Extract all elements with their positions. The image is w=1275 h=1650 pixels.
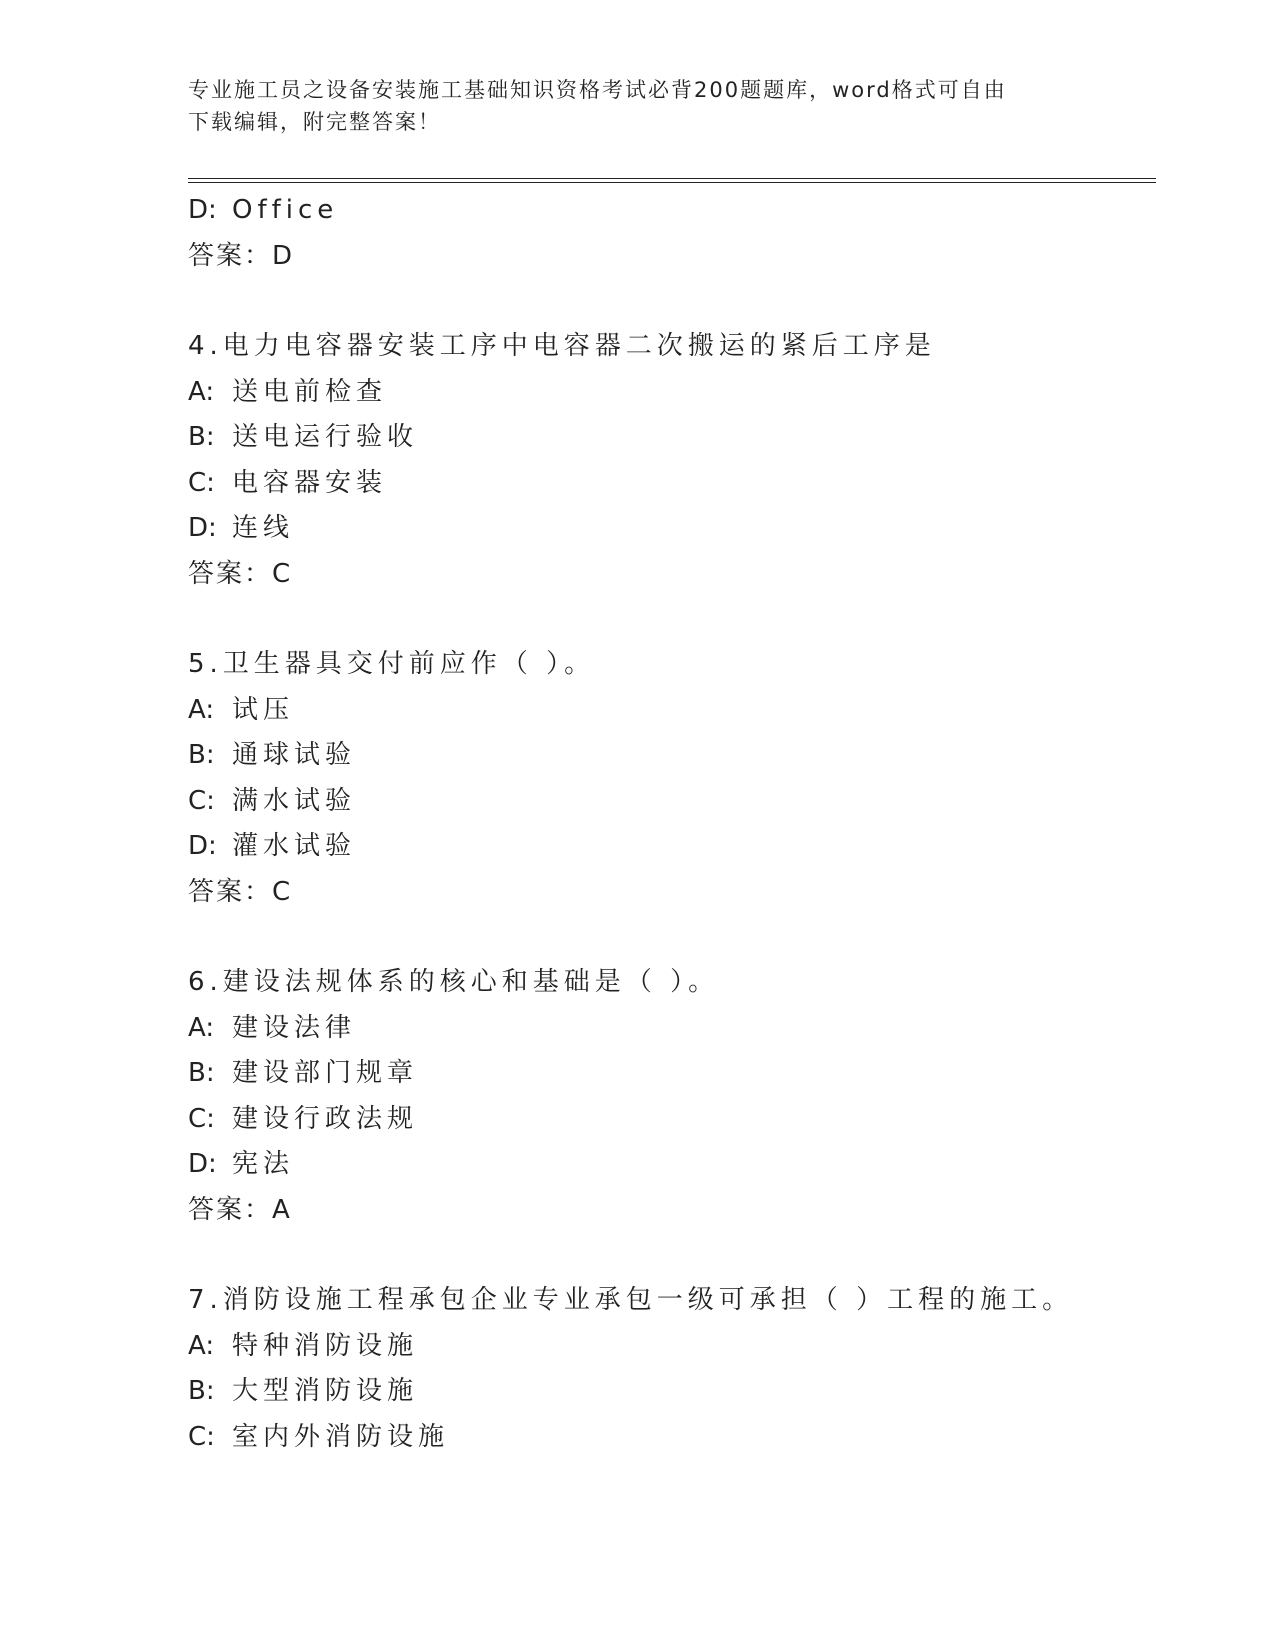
option-letter: A: [188, 376, 215, 407]
option-text: 送电运行验收 [232, 422, 419, 452]
answer-line: 答案：D [188, 240, 295, 271]
option-a [188, 688, 1148, 734]
option-text: 连线 [232, 513, 295, 543]
header-line-2: 下载编辑，附完整答案！ [188, 110, 441, 134]
option-letter: C: [188, 1103, 215, 1134]
spacer [188, 279, 1148, 324]
option-b [188, 1051, 1148, 1097]
option-letter: A: [188, 1012, 215, 1043]
option-b [188, 415, 1148, 461]
question-block [188, 642, 1148, 915]
option-d [188, 506, 1148, 552]
question-stem: 5.卫生器具交付前应作（ ）。 [188, 649, 596, 679]
option-text: 宪法 [232, 1149, 295, 1179]
option-c [188, 1415, 1148, 1461]
option-b [188, 733, 1148, 779]
option-a [188, 1324, 1148, 1370]
option-letter: B: [188, 1376, 215, 1406]
option-letter: B: [188, 740, 215, 770]
header-line-1: 专业施工员之设备安装施工基础知识资格考试必背200题题库，word格式可自由 [188, 78, 1007, 102]
option-text: 大型消防设施 [232, 1376, 419, 1406]
option-letter: D: [188, 1149, 217, 1179]
option-text: 通球试验 [232, 740, 357, 770]
option-letter: B: [188, 422, 215, 452]
option-letter: D: [188, 195, 217, 225]
option-b [188, 1369, 1148, 1415]
option-text: 满水试验 [232, 785, 357, 816]
question-content [188, 188, 1148, 1460]
header-divider-bottom [188, 182, 1156, 183]
option-a [188, 370, 1148, 416]
option-text: 特种消防设施 [232, 1330, 419, 1361]
option-letter: D: [188, 513, 217, 543]
spacer [188, 915, 1148, 960]
option-text: Office [232, 195, 339, 225]
option-text: 灌水试验 [232, 831, 357, 861]
option-c [188, 779, 1148, 825]
option-c [188, 1097, 1148, 1143]
question-stem: 4.电力电容器安装工序中电容器二次搬运的紧后工序是 [188, 331, 936, 361]
option-d [188, 1142, 1148, 1188]
option-a [188, 1006, 1148, 1052]
option-letter: C: [188, 1421, 215, 1452]
option-letter: B: [188, 1058, 215, 1088]
answer-line: 答案：C [188, 558, 293, 589]
answer-line: 答案：C [188, 876, 293, 907]
option-text: 试压 [232, 694, 295, 725]
option-letter: A: [188, 1330, 215, 1361]
question-block [188, 1278, 1148, 1460]
question-block [188, 324, 1148, 597]
answer-line: 答案：A [188, 1194, 292, 1225]
question-block [188, 960, 1148, 1233]
option-letter: C: [188, 785, 215, 816]
option-text: 室内外消防设施 [232, 1421, 450, 1452]
option-text: 建设行政法规 [232, 1103, 419, 1134]
header-divider-top [188, 178, 1156, 179]
option-text: 电容器安装 [232, 467, 388, 498]
spacer [188, 1233, 1148, 1278]
option-d [188, 824, 1148, 870]
option-text: 建设法律 [232, 1012, 357, 1043]
document-header [188, 74, 1088, 138]
option-text: 建设部门规章 [232, 1058, 419, 1088]
question-stem: 7.消防设施工程承包企业专业承包一级可承担（ ）工程的施工。 [188, 1285, 1074, 1315]
option-text: 送电前检查 [232, 376, 388, 407]
option-d [188, 188, 1148, 234]
option-letter: C: [188, 467, 215, 498]
question-stem: 6.建设法规体系的核心和基础是（ ）。 [188, 967, 720, 997]
option-letter: D: [188, 831, 217, 861]
option-letter: A: [188, 694, 215, 725]
spacer [188, 597, 1148, 642]
option-c [188, 461, 1148, 507]
